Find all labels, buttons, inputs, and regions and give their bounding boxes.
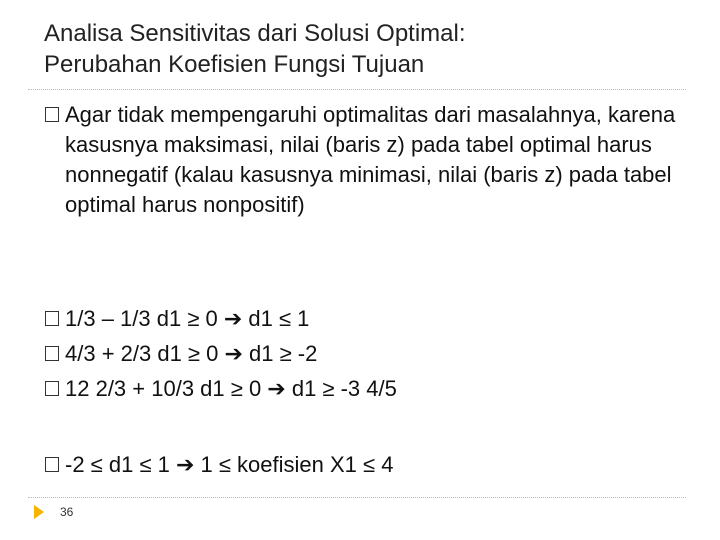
bullet-item-1 bbox=[45, 100, 685, 220]
bullet-box-icon bbox=[45, 311, 59, 326]
page-number: 36 bbox=[60, 505, 74, 519]
bullet-box-icon bbox=[45, 107, 59, 122]
bullet-item-4 bbox=[45, 374, 685, 404]
bullet-text-1: Agar tidak mempengaruhi optimalitas dari masalahnya, karena kasusnya maksimasi, nilai (baris z) pada tabel optimal harus nonnegatif (kalau kasusnya minimasi, nilai (baris z) pada tabel optimal harus nonpositif) bbox=[65, 102, 676, 217]
top-divider bbox=[28, 89, 686, 90]
bullet-item-2 bbox=[45, 304, 685, 334]
bullet-text-2: 1/3 – 1/3 d1 ≥ 0 ➔ d1 ≤ 1 bbox=[65, 306, 310, 331]
bullet-text-5: -2 ≤ d1 ≤ 1 ➔ 1 ≤ koefisien X1 ≤ 4 bbox=[65, 452, 394, 477]
slide-title-text: Analisa Sensitivitas dari Solusi Optimal: Perubahan Koefisien Fungsi Tujuan bbox=[44, 20, 466, 78]
bullet-text-4: 12 2/3 + 10/3 d1 ≥ 0 ➔ d1 ≥ -3 4/5 bbox=[65, 376, 397, 401]
bullet-box-icon bbox=[45, 381, 59, 396]
bullet-item-5 bbox=[45, 450, 685, 480]
bullet-item-3 bbox=[45, 339, 685, 369]
bottom-divider bbox=[28, 497, 686, 498]
triangle-marker-icon bbox=[34, 505, 44, 519]
slide-title bbox=[44, 18, 694, 80]
footer bbox=[34, 505, 73, 519]
bullet-box-icon bbox=[45, 457, 59, 472]
bullet-text-3: 4/3 + 2/3 d1 ≥ 0 ➔ d1 ≥ -2 bbox=[65, 341, 318, 366]
bullet-box-icon bbox=[45, 346, 59, 361]
